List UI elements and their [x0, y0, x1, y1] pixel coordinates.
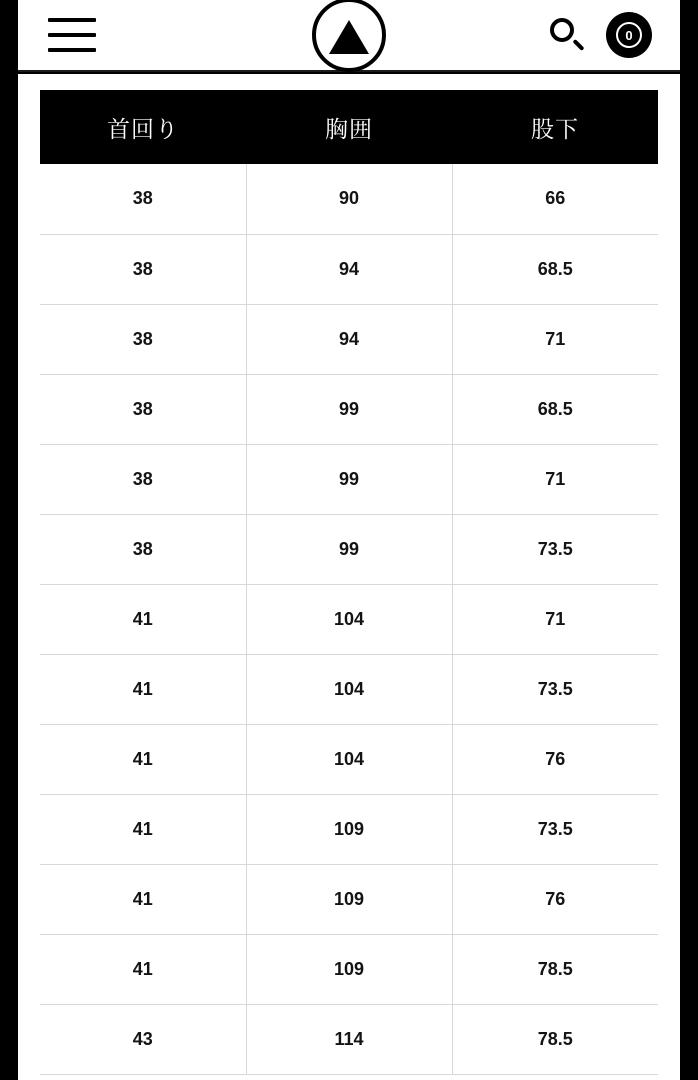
- cell-inseam: 66: [452, 164, 658, 234]
- table-row: [40, 234, 658, 304]
- table-row: [40, 934, 658, 1004]
- search-icon-ring: [550, 18, 574, 42]
- cell-chest: 109: [246, 794, 452, 864]
- cell-neck: 38: [40, 164, 246, 234]
- table-row: [40, 164, 658, 234]
- cell-neck: 43: [40, 1004, 246, 1074]
- logo-stone-icon: [329, 20, 369, 54]
- size-table-head: [40, 90, 658, 164]
- cell-chest: 114: [246, 1004, 452, 1074]
- search-icon[interactable]: [550, 18, 584, 52]
- table-row: [40, 444, 658, 514]
- cell-neck: 38: [40, 514, 246, 584]
- search-icon-handle: [572, 39, 584, 51]
- cell-chest: 99: [246, 374, 452, 444]
- cell-chest: 90: [246, 164, 452, 234]
- column-header-chest: 胸囲: [246, 90, 452, 164]
- cell-chest: 99: [246, 514, 452, 584]
- hamburger-menu-icon[interactable]: [48, 18, 96, 52]
- cell-inseam: 73.5: [452, 514, 658, 584]
- cell-inseam: 71: [452, 304, 658, 374]
- table-row: [40, 1004, 658, 1074]
- table-row: [40, 654, 658, 724]
- cell-neck: 41: [40, 864, 246, 934]
- cell-inseam: 71: [452, 584, 658, 654]
- cell-chest: 104: [246, 654, 452, 724]
- cell-neck: 38: [40, 444, 246, 514]
- cell-inseam: 68.5: [452, 234, 658, 304]
- cart-count-badge: 0: [616, 22, 642, 48]
- cell-neck: 41: [40, 794, 246, 864]
- cell-chest: 104: [246, 584, 452, 654]
- cell-inseam: 71: [452, 444, 658, 514]
- column-header-inseam: 股下: [452, 90, 658, 164]
- cell-inseam: 73.5: [452, 654, 658, 724]
- table-row: [40, 864, 658, 934]
- table-row: [40, 514, 658, 584]
- cell-neck: 41: [40, 584, 246, 654]
- table-row: [40, 374, 658, 444]
- cell-chest: 94: [246, 304, 452, 374]
- column-header-neck: 首回り: [40, 90, 246, 164]
- cell-chest: 94: [246, 234, 452, 304]
- size-chart-panel: [18, 74, 680, 1080]
- cell-neck: 38: [40, 234, 246, 304]
- size-table: [40, 90, 658, 1075]
- cell-neck: 38: [40, 304, 246, 374]
- site-header: [18, 0, 680, 72]
- cell-neck: 41: [40, 934, 246, 1004]
- table-row: [40, 584, 658, 654]
- cell-inseam: 68.5: [452, 374, 658, 444]
- size-table-body: [40, 164, 658, 1074]
- cell-neck: 41: [40, 724, 246, 794]
- cell-inseam: 78.5: [452, 934, 658, 1004]
- cart-button[interactable]: [606, 12, 652, 58]
- table-row: [40, 794, 658, 864]
- cell-inseam: 76: [452, 864, 658, 934]
- cell-chest: 109: [246, 934, 452, 1004]
- cell-chest: 99: [246, 444, 452, 514]
- logo-circle-icon: [312, 0, 386, 72]
- cell-inseam: 78.5: [452, 1004, 658, 1074]
- cell-neck: 38: [40, 374, 246, 444]
- hamburger-bar: [48, 18, 96, 22]
- header-actions: [550, 12, 652, 58]
- cell-neck: 41: [40, 654, 246, 724]
- table-header-row: [40, 90, 658, 164]
- table-row: [40, 724, 658, 794]
- cell-inseam: 73.5: [452, 794, 658, 864]
- brand-logo[interactable]: [311, 0, 387, 73]
- cell-chest: 104: [246, 724, 452, 794]
- hamburger-bar: [48, 48, 96, 52]
- cell-chest: 109: [246, 864, 452, 934]
- table-row: [40, 304, 658, 374]
- cell-inseam: 76: [452, 724, 658, 794]
- hamburger-bar: [48, 33, 96, 37]
